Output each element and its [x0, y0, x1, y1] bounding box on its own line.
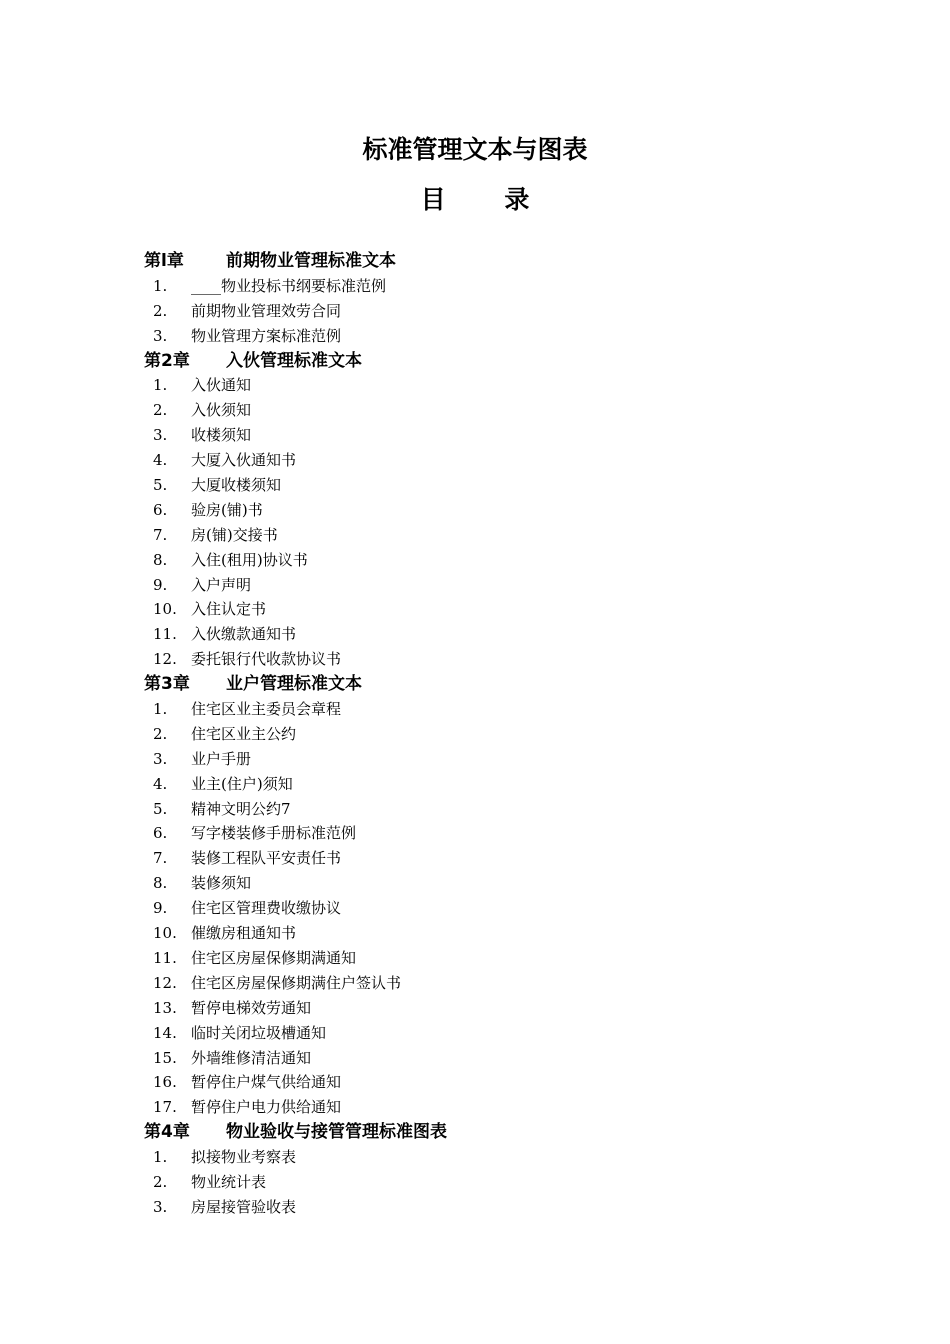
- toc-item-number: 6.: [153, 824, 168, 843]
- toc-item-number: 2.: [153, 401, 168, 420]
- toc-item-text: 暂停住户煤气供给通知: [191, 1073, 342, 1092]
- document-title: 标准管理文本与图表: [362, 135, 588, 164]
- chapter-title: 业户管理标准文本: [226, 674, 362, 695]
- toc-item: [144, 373, 844, 398]
- table-of-contents: [144, 249, 844, 1220]
- toc-item-number: 7.: [153, 849, 168, 868]
- toc-item-number: 14.: [153, 1023, 177, 1042]
- toc-item: [144, 772, 844, 797]
- toc-item-number: 4.: [153, 774, 168, 793]
- toc-item-number: 3.: [153, 426, 168, 445]
- toc-item-text: 大厦入伙通知书: [191, 451, 297, 470]
- toc-chapter-1: [144, 249, 844, 274]
- toc-item: [144, 523, 844, 548]
- toc-item: [144, 1095, 844, 1120]
- toc-item: [144, 821, 844, 846]
- toc-item-number: 8.: [153, 874, 168, 893]
- toc-item-text: 住宅区房屋保修期满通知: [191, 948, 357, 967]
- toc-chapter-3: [144, 672, 844, 697]
- chapter-title: 前期物业管理标准文本: [226, 251, 396, 271]
- toc-item: [144, 597, 844, 622]
- toc-item: [144, 896, 844, 921]
- toc-item-number: 7.: [153, 525, 168, 544]
- toc-item-text: 住宅区房屋保修期满住户签认书: [191, 973, 402, 992]
- toc-item-text: 前期物业管理效劳合同: [191, 301, 342, 320]
- toc-item-text: 验房(铺)书: [191, 500, 263, 519]
- toc-item: [144, 548, 844, 573]
- toc-item-text: 催缴房租通知书: [191, 924, 297, 943]
- toc-item-text: 装修工程队平安责任书: [191, 849, 342, 868]
- toc-item-number: 2.: [153, 724, 168, 743]
- toc-item-text: 拟接物业考察表: [191, 1148, 297, 1167]
- toc-item: [144, 797, 844, 822]
- toc-item-text: 入住(租用)协议书: [191, 550, 308, 569]
- toc-item-text: 入伙须知: [191, 401, 252, 420]
- toc-item-text: 装修须知: [191, 874, 252, 893]
- toc-item-number: 4.: [153, 451, 168, 470]
- toc-item: [144, 1145, 844, 1170]
- toc-item-text: 房屋接管验收表: [191, 1197, 297, 1216]
- toc-item-text: ____物业投标书纲要标准范例: [191, 276, 387, 295]
- toc-item-number: 1.: [153, 376, 168, 395]
- toc-item-text: 物业管理方案标准范例: [191, 326, 342, 345]
- toc-item-number: 11.: [153, 625, 177, 644]
- toc-item-number: 11.: [153, 948, 177, 967]
- toc-item-text: 入伙缴款通知书: [191, 625, 297, 644]
- toc-item-number: 2.: [153, 301, 168, 320]
- toc-item-number: 1.: [153, 700, 168, 719]
- toc-item: [144, 971, 844, 996]
- toc-item-number: 15.: [153, 1048, 177, 1067]
- toc-item-text: 业户手册: [191, 749, 252, 768]
- toc-item: [144, 498, 844, 523]
- toc-item-text: 临时关闭垃圾槽通知: [191, 1023, 327, 1042]
- toc-item-text: 收楼须知: [191, 426, 252, 445]
- toc-item-text: 住宅区业主委员会章程: [191, 700, 342, 719]
- toc-item-text: 业主(住户)须知: [191, 774, 293, 793]
- toc-item-number: 9.: [153, 899, 168, 918]
- toc-item-number: 17.: [153, 1098, 177, 1117]
- chapter-label: 第2章: [144, 350, 190, 371]
- toc-heading: 目 录: [420, 185, 530, 214]
- toc-item-text: 委托银行代收款协议书: [191, 650, 342, 669]
- toc-item-number: 12.: [153, 973, 177, 992]
- toc-item: [144, 448, 844, 473]
- toc-item-text: 住宅区业主公约: [191, 724, 297, 743]
- toc-item-number: 5.: [153, 476, 168, 495]
- toc-item: [144, 274, 844, 299]
- toc-item: [144, 299, 844, 324]
- toc-item-text: 物业统计表: [191, 1172, 267, 1191]
- chapter-label: 第l章: [144, 251, 184, 271]
- toc-item: [144, 473, 844, 498]
- toc-item: [144, 423, 844, 448]
- toc-item-number: 16.: [153, 1073, 177, 1092]
- chapter-label: 第4章: [144, 1122, 190, 1143]
- toc-item: [144, 398, 844, 423]
- toc-item: [144, 946, 844, 971]
- toc-item: [144, 1070, 844, 1095]
- toc-item: [144, 722, 844, 747]
- toc-item-number: 12.: [153, 650, 177, 669]
- toc-item-number: 3.: [153, 749, 168, 768]
- toc-item: [144, 747, 844, 772]
- toc-item-number: 10.: [153, 924, 177, 943]
- toc-item-text: 精神文明公约7: [191, 799, 291, 818]
- toc-item: [144, 697, 844, 722]
- toc-item-number: 9.: [153, 575, 168, 594]
- toc-item: [144, 647, 844, 672]
- toc-item-number: 10.: [153, 600, 177, 619]
- toc-item: [144, 1021, 844, 1046]
- chapter-title: 入伙管理标准文本: [226, 350, 362, 371]
- toc-item: [144, 573, 844, 598]
- toc-item-text: 房(铺)交接书: [191, 525, 278, 544]
- toc-item-number: 3.: [153, 1197, 168, 1216]
- toc-item: [144, 996, 844, 1021]
- toc-item-number: 2.: [153, 1172, 168, 1191]
- toc-item-text: 入住认定书: [191, 600, 267, 619]
- toc-item-text: 暂停电梯效劳通知: [191, 998, 312, 1017]
- toc-chapter-4: [144, 1120, 844, 1145]
- toc-item-text: 暂停住户电力供给通知: [191, 1098, 342, 1117]
- toc-item-text: 外墙维修清洁通知: [191, 1048, 312, 1067]
- toc-item-number: 13.: [153, 998, 177, 1017]
- toc-item-text: 住宅区管理费收缴协议: [191, 899, 342, 918]
- toc-item: [144, 622, 844, 647]
- toc-chapter-2: [144, 349, 844, 374]
- toc-item-text: 写字楼装修手册标准范例: [191, 824, 357, 843]
- chapter-label: 第3章: [144, 674, 190, 695]
- toc-item: [144, 921, 844, 946]
- toc-item: [144, 1170, 844, 1195]
- toc-item-number: 5.: [153, 799, 168, 818]
- chapter-title: 物业验收与接管管理标准图表: [226, 1122, 447, 1143]
- toc-item-number: 1.: [153, 276, 168, 295]
- toc-item-text: 大厦收楼须知: [191, 476, 282, 495]
- toc-item-number: 6.: [153, 500, 168, 519]
- toc-item: [144, 324, 844, 349]
- toc-item-number: 1.: [153, 1148, 168, 1167]
- toc-item-text: 入伙通知: [191, 376, 252, 395]
- toc-item: [144, 871, 844, 896]
- toc-item: [144, 1195, 844, 1220]
- toc-item: [144, 1046, 844, 1071]
- toc-item-text: 入户声明: [191, 575, 252, 594]
- toc-item: [144, 846, 844, 871]
- toc-item-number: 8.: [153, 550, 168, 569]
- toc-item-number: 3.: [153, 326, 168, 345]
